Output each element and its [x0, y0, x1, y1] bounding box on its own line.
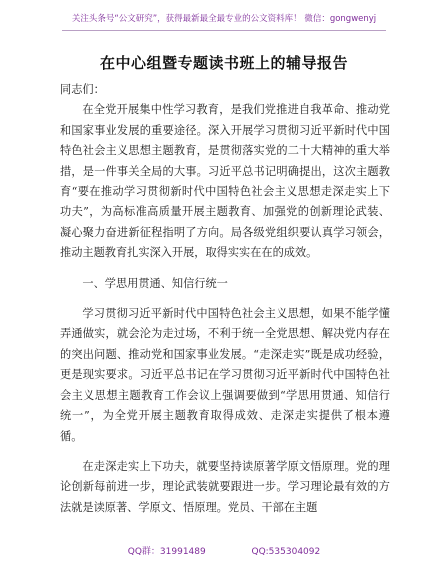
- header-banner: 关注头条号“公文研究”，获得最新最全最专业的公文资料库！ 微信：gongwenyj: [71, 14, 377, 24]
- section1-paragraph-2: 在走深走实上下功夫，就要坚持读原著学原文悟原理。党的理论创新每前进一步，理论武装就要跟进一步。学习理论最有效的方法就是读原著、学原文、悟原理。党员、干部在主题: [60, 459, 390, 514]
- document-title: 在中心组暨专题读书班上的辅导报告: [99, 54, 348, 72]
- section-heading-1: 一、学思用贯通、知信行统一: [82, 276, 228, 290]
- footer-qq: QQ:535304092: [251, 547, 321, 557]
- section1-paragraph-1: 学习贯彻习近平新时代中国特色社会主义思想，如果不能学懂弄通做实，就会沦为走过场，不利于统一全党思想、解决党内存在的突出问题、推动党和国家事业发展。“走深走实”既是成功经验，更是现实要求。习近平总书记在学习贯彻习近平新时代中国特色社会主义思想主题教育工作会议上强调要做到“学思用贯通、知信行统一”，为全党开展主题教育取得成效、走深走实提供了根本遵循。: [60, 307, 390, 443]
- header-divider: [62, 30, 386, 31]
- document-body: [60, 80, 390, 518]
- footer-qq-group: QQ群：31991489: [127, 547, 206, 557]
- footer-contact: [0, 544, 448, 557]
- salutation: 同志们：: [60, 83, 105, 96]
- intro-paragraph: 在全党开展集中性学习教育，是我们党推进自我革命、推动党和国家事业发展的重要途径。深入开展学习贯彻习近平新时代中国特色社会主义思想主题教育，是贯彻落实党的二十大精神的重大举措，是一件事关全局的大事。习近平总书记明确提出，这次主题教育“要在推动学习贯彻新时代中国特色社会主义思想走深走实上下功夫”，为高标准高质量开展主题教育、加强党的创新理论武装、凝心聚力奋进新征程指明了方向。局各级党组织要认真学习领会，推动主题教育扎实深入开展，取得实实在在的成效。: [60, 103, 390, 260]
